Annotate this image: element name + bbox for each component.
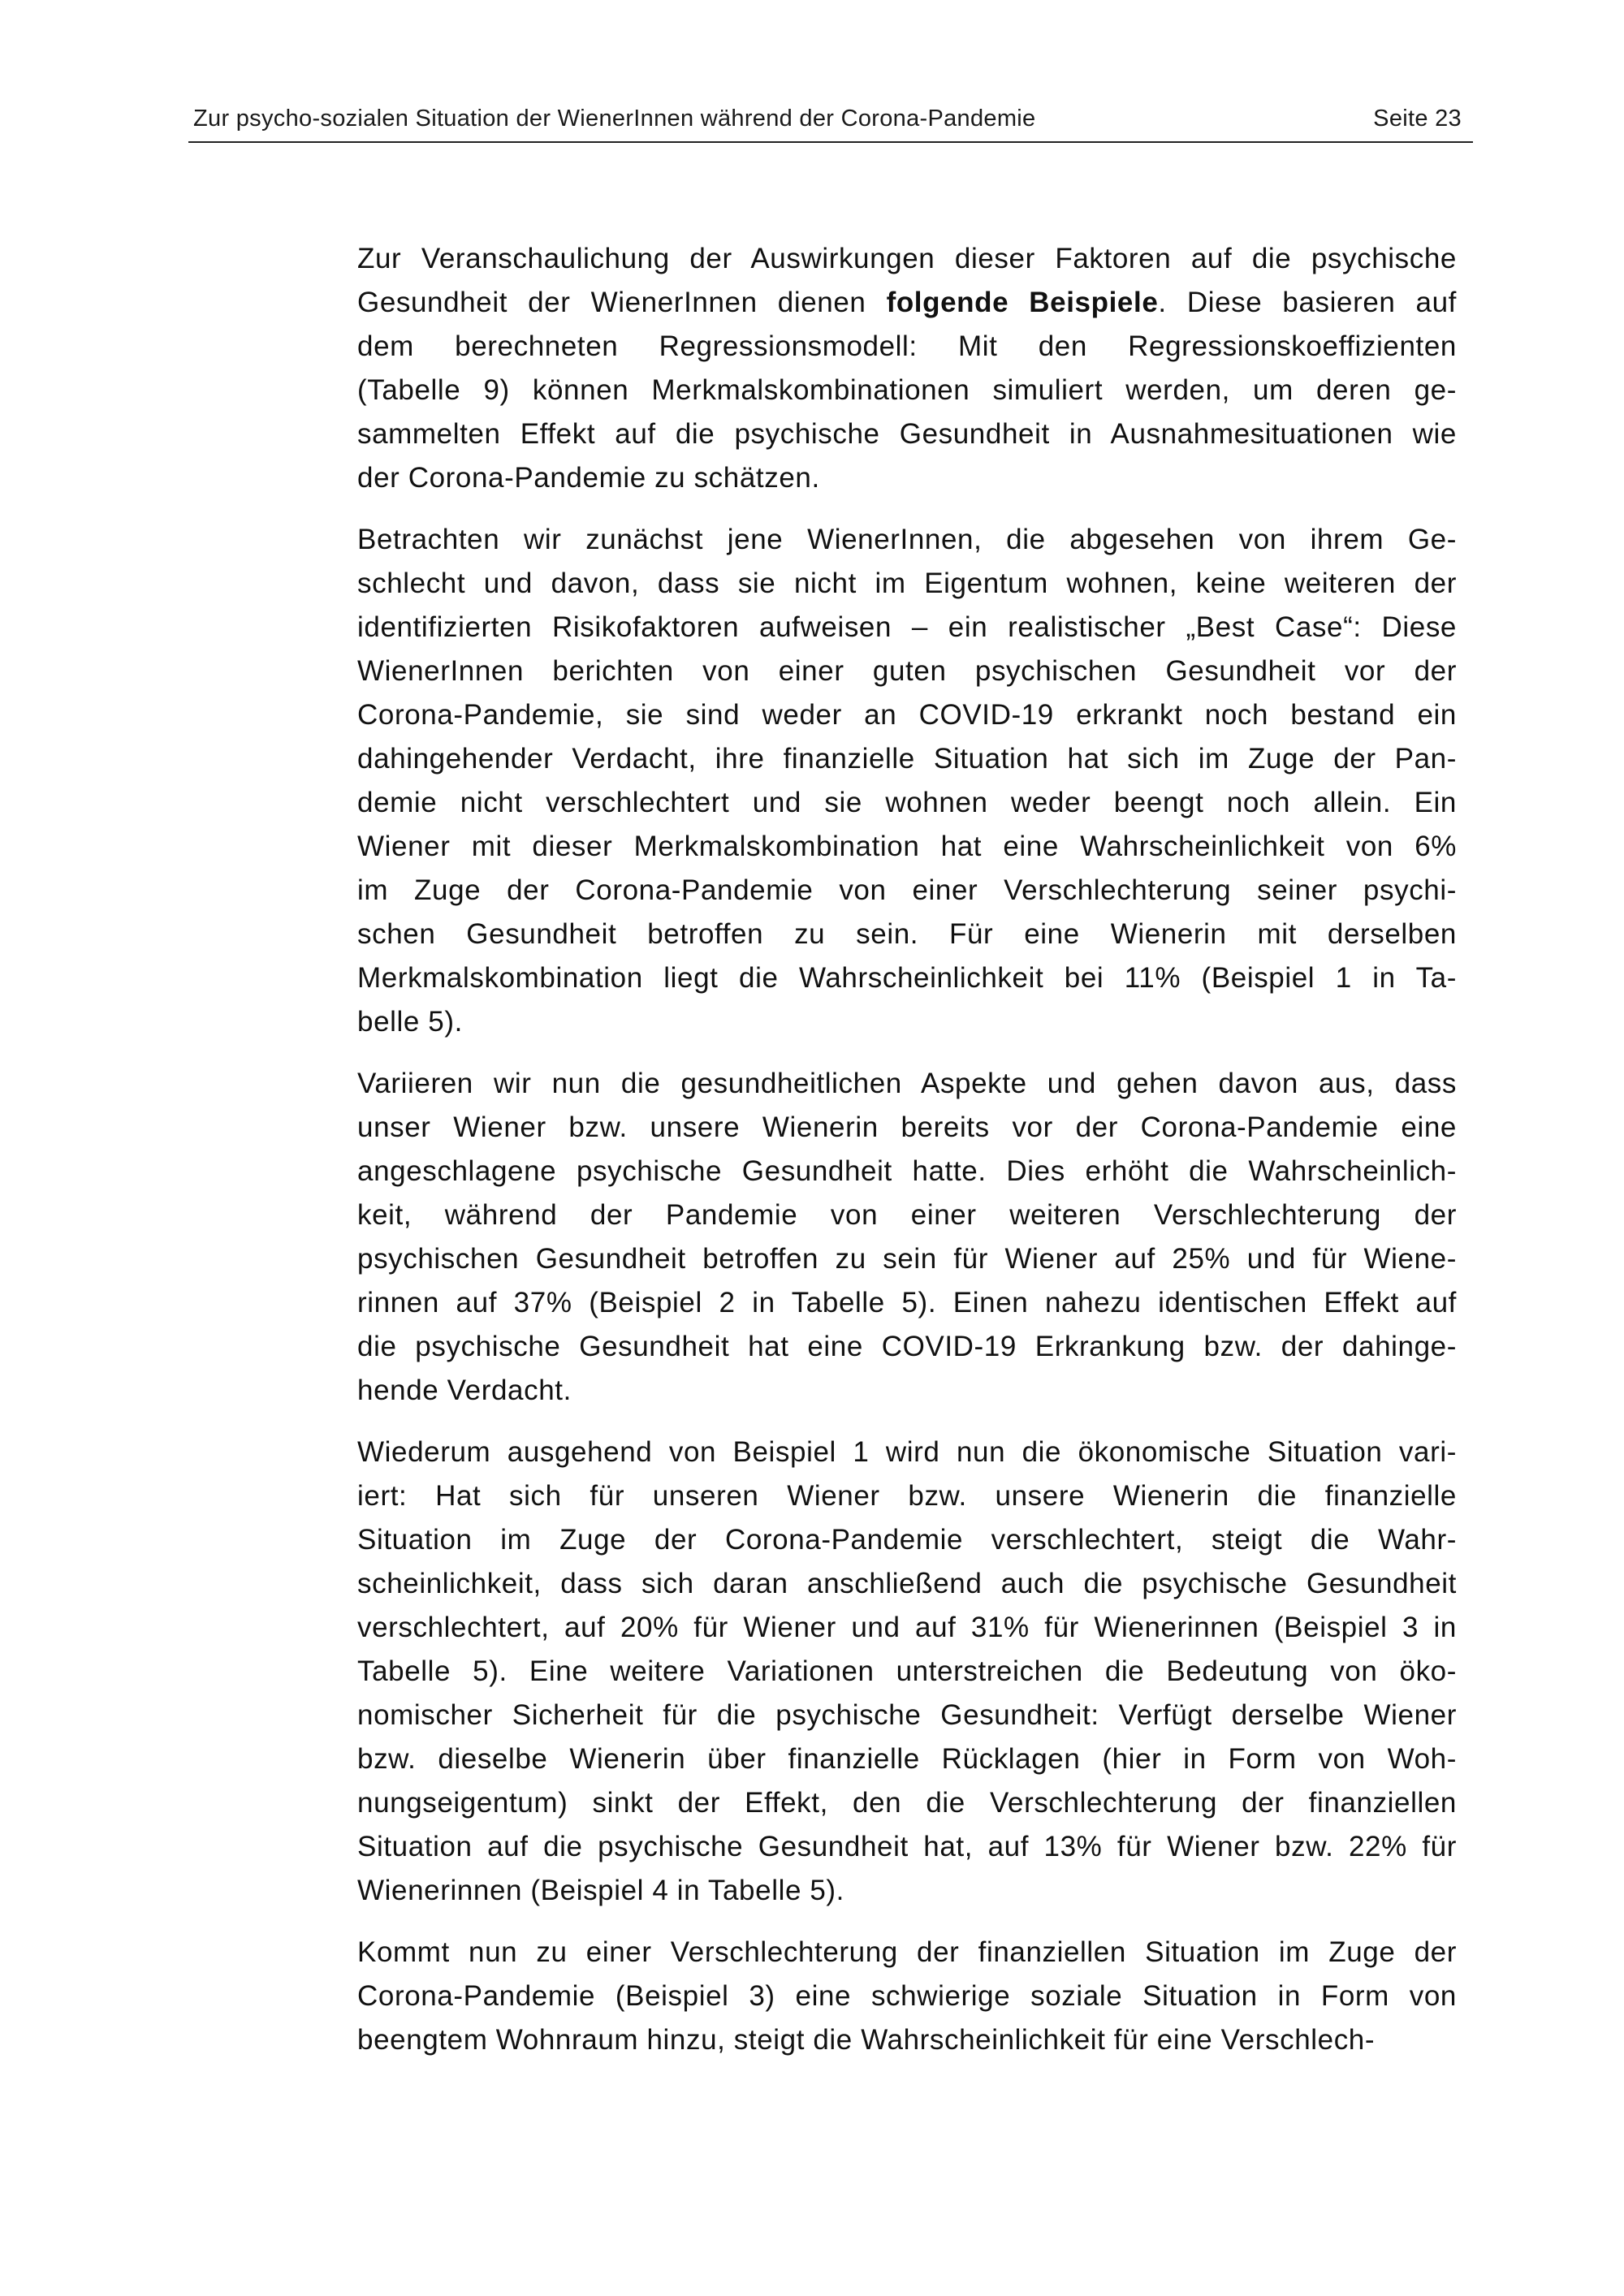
text-line: Wiederum ausgehend von Beispiel 1 wird nun die ökonomische Situation vari- <box>357 1436 1457 1468</box>
text-line: WienerInnen berichten von einer guten psychischen Gesundheit vor der <box>357 655 1457 687</box>
text-line: Zur Veranschaulichung der Auswirkungen dieser Faktoren auf die psychische <box>357 243 1457 274</box>
text-line: Situation im Zuge der Corona-Pandemie verschlechtert, steigt die Wahr- <box>357 1524 1457 1556</box>
bold-emphasis: folgende Beispiele <box>886 287 1159 318</box>
text-line: im Zuge der Corona-Pandemie von einer Verschlechterung seiner psychi- <box>357 874 1457 906</box>
text-line: verschlechtert, auf 20% für Wiener und auf 31% für Wienerinnen (Beispiel 3 in <box>357 1612 1457 1643</box>
text-line: die psychische Gesundheit hat eine COVID-19 Erkrankung bzw. der dahinge- <box>357 1331 1457 1362</box>
text-line: bzw. dieselbe Wienerin über finanzielle Rücklagen (hier in Form von Woh- <box>357 1743 1457 1775</box>
page-header <box>188 102 1473 143</box>
text-line: rinnen auf 37% (Beispiel 2 in Tabelle 5). Einen nahezu identischen Effekt auf <box>357 1287 1457 1318</box>
text-line: hende Verdacht. <box>357 1375 572 1406</box>
text-line: nungseigentum) sinkt der Effekt, den die Verschlechterung der finanziellen <box>357 1787 1457 1819</box>
text-line: nomischer Sicherheit für die psychische Gesundheit: Verfügt derselbe Wiener <box>357 1699 1457 1731</box>
text-line: Situation auf die psychische Gesundheit hat, auf 13% für Wiener bzw. 22% für <box>357 1831 1457 1862</box>
text-line: iert: Hat sich für unseren Wiener bzw. unsere Wienerin die finanzielle <box>357 1480 1457 1512</box>
text-line: scheinlichkeit, dass sich daran anschließend auch die psychische Gesundheit <box>357 1568 1457 1599</box>
text-line: angeschlagene psychische Gesundheit hatte. Dies erhöht die Wahrscheinlich- <box>357 1155 1457 1187</box>
text-line: unser Wiener bzw. unsere Wienerin bereits vor der Corona-Pandemie eine <box>357 1111 1457 1143</box>
text-line: Tabelle 5). Eine weitere Variationen unterstreichen die Bedeutung von öko- <box>357 1655 1457 1687</box>
text-line: Wiener mit dieser Merkmalskombination hat eine Wahrscheinlichkeit von 6% <box>357 831 1457 862</box>
paragraph <box>357 237 1457 500</box>
text-line <box>357 281 1457 325</box>
text-line: Merkmalskombination liegt die Wahrscheinlichkeit bei 11% (Beispiel 1 in Ta- <box>357 962 1457 994</box>
paragraph <box>357 518 1457 1044</box>
text-line: schen Gesundheit betroffen zu sein. Für eine Wienerin mit derselben <box>357 918 1457 950</box>
text-line: Variieren wir nun die gesundheitlichen Aspekte und gehen davon aus, dass <box>357 1068 1457 1099</box>
text-line: schlecht und davon, dass sie nicht im Eigentum wohnen, keine weiteren der <box>357 568 1457 599</box>
text-line: (Tabelle 9) können Merkmalskombinationen simuliert werden, um deren ge- <box>357 374 1457 406</box>
text-segment: . Diese basieren auf <box>1158 287 1458 318</box>
paragraph <box>357 1431 1457 1913</box>
page-number: Seite 23 <box>1373 106 1462 132</box>
paragraph <box>357 1931 1457 2062</box>
text-line: dem berechneten Regressionsmodell: Mit den Regressionskoeffizienten <box>357 330 1457 362</box>
text-line: sammelten Effekt auf die psychische Gesundheit in Ausnahmesituationen wie <box>357 418 1457 450</box>
text-line: belle 5). <box>357 1006 463 1038</box>
running-title: Zur psycho-sozialen Situation der WienerInnen während der Corona-Pandemie <box>193 106 1036 132</box>
text-line: Betrachten wir zunächst jene WienerInnen, die abgesehen von ihrem Ge- <box>357 524 1457 555</box>
text-segment: Gesundheit der WienerInnen dienen <box>357 287 887 318</box>
text-line: Kommt nun zu einer Verschlechterung der finanziellen Situation im Zuge der <box>357 1936 1457 1968</box>
text-line: keit, während der Pandemie von einer weiteren Verschlechterung der <box>357 1199 1457 1231</box>
text-line: dahingehender Verdacht, ihre finanzielle Situation hat sich im Zuge der Pan- <box>357 743 1457 775</box>
text-line: beengtem Wohnraum hinzu, steigt die Wahrscheinlichkeit für eine Verschlech- <box>357 2024 1376 2056</box>
text-line: Corona-Pandemie (Beispiel 3) eine schwierige soziale Situation in Form von <box>357 1980 1457 2012</box>
text-line: identifizierten Risikofaktoren aufweisen – ein realistischer „Best Case“: Diese <box>357 611 1457 643</box>
paragraph <box>357 1062 1457 1413</box>
text-line: der Corona-Pandemie zu schätzen. <box>357 462 820 494</box>
text-line: demie nicht verschlechtert und sie wohnen weder beengt noch allein. Ein <box>357 787 1457 818</box>
text-line: Corona-Pandemie, sie sind weder an COVID-19 erkrankt noch bestand ein <box>357 699 1457 731</box>
body-text <box>357 237 1457 2080</box>
text-line: psychischen Gesundheit betroffen zu sein für Wiener auf 25% und für Wiene- <box>357 1243 1457 1275</box>
text-line: Wienerinnen (Beispiel 4 in Tabelle 5). <box>357 1875 844 1906</box>
